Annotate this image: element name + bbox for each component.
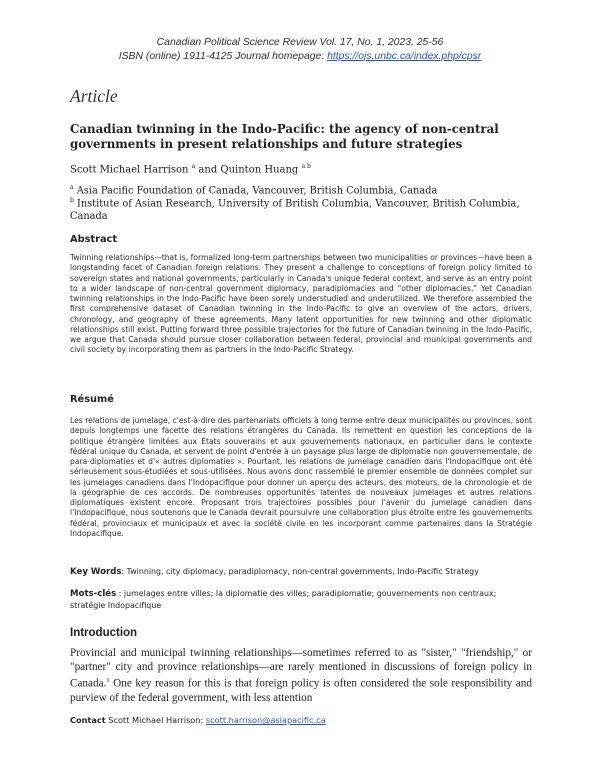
affiliation-sup: b (70, 197, 74, 204)
journal-header (0, 36, 600, 63)
affiliation-text: Institute of Asian Research, University of British Columbia, Vancouver, British Columbia, Canada (70, 198, 520, 223)
keywords-label: Key Words (70, 567, 122, 577)
resume-text: Les relations de jumelage, c'est-à-dire des partenariats officiels à long terme entre deux municipalités ou provinces, sont depuis longtemps une facette des relations étrangères du Canada. Ils remettent en question les conceptions de la politique étrangère limitées aux États souverains et aux gouvernements nationaux, en particulier dans le contexte fédéral unique du Canada, et servent de point d'entrée à un paysage plus large de diplomatie non gouvernementale, de para-diplomaties et d'« autres diplomaties ». Pourtant, les relations de jumelage canadien dans l'Indopacifique ont été sérieusement sous-étudiées et sous-utilisées. Nous avons donc rassemblé le premier ensemble de données complet sur les jumelages canadiens dans l'Indopacifique pour donner un aperçu des acteurs, des moteurs, de la chronologie et de la géographie de ces accords. De nombreuses opportunités latentes de nouveaux jumelages et autres relations diplomatiques existent encore. Proposant trois trajectoires possibles pour l'avenir du jumelage canadien dans l'Indopacifique, nous soutenons que le Canada devrait poursuivre une collaboration plus étroite entre les gouvernements fédéral, provinciaux et municipaux et avec la société civile en les incorporant comme partenaires dans la Stratégie Indopacifique. (70, 416, 532, 538)
abstract-text: Twinning relationships—that is, formalized long-term partnerships between two municipalities or provinces—have been a longstanding facet of Canadian foreign relations. They present a challenge to conceptions of foreign policy limited to sovereign states and national governments, particularly in Canada's unique federal context, and serve as an entry point to a wider landscape of non-central government diplomacy, paradiplomacies and "other diplomacies." Yet Canadian twinning relationships in the Indo-Pacific have been sorely understudied and underutilized. We therefore assembled the first comprehensive dataset of Canadian twinning in the Indo-Pacific to give an overview of the actors, drivers, chronology, and geography of these agreements. Many latent opportunities for new twinning and other diplomatic relationships still exist. Putting forward three possible trajectories for the future of Canadian twinning in the Indo-Pacific, we argue that Canada should pursue closer collaboration between federal, provincial and municipal governments and civil society by incorporating them as partners in the Indo-Pacific Strategy. (70, 253, 532, 355)
intro-paragraph: Provincial and municipal twinning relationships—sometimes referred to as "sister," "friendship," or "partner" city and province relationships—are rarely mentioned in discussions of foreign policy in Canada. (70, 647, 532, 691)
author-name: Scott Michael Harrison (70, 164, 189, 176)
contact-line (70, 715, 326, 725)
mots-cles-text: : jumelages entre villes; la diplomatie des villes; paradiplomatie; gouvernements non centraux; stratégie Indopacifique (70, 589, 497, 610)
affiliation-sup: a (70, 184, 74, 191)
author-affil-sup: a b (301, 163, 311, 170)
introduction-heading: Introduction (70, 627, 138, 639)
contact-label: Contact (70, 715, 106, 725)
journal-citation: Canadian Political Science Review Vol. 17, No. 1, 2023, 25-56 (156, 37, 444, 48)
affiliation-text: Asia Pacific Foundation of Canada, Vancouver, British Columbia, Canada (76, 185, 438, 197)
resume-heading: Résumé (70, 394, 114, 405)
journal-homepage-link[interactable]: https://ojs.unbc.ca/index.php/cpsr (327, 50, 482, 62)
paper-title: Canadian twinning in the Indo-Pacific: the agency of non-central governments in present relationships and future strategies (70, 122, 499, 151)
journal-isbn-line (0, 50, 600, 64)
contact-name: Scott Michael Harrison: (105, 715, 206, 725)
keywords-text: : Twinning, city diplomacy, paradiplomacy, non-central governments, Indo-Pacific Strategy (121, 567, 479, 576)
abstract-heading: Abstract (70, 234, 118, 245)
affiliation (70, 194, 540, 223)
author-affil-sup: a (191, 163, 196, 170)
mots-cles (70, 588, 532, 611)
introduction-text (70, 646, 532, 706)
mots-cles-label: Mots-clés (70, 589, 117, 599)
intro-paragraph-cont: One key reason for this is that foreign policy is often considered the sole responsibility and purview of the federal government, with less attention (70, 678, 532, 705)
author-name: Quinton Huang (220, 164, 299, 176)
contact-email-link[interactable]: scott.harrison@asiapacific.ca (205, 715, 326, 725)
article-type-label: Article (70, 86, 118, 106)
footnote-marker[interactable]: 1 (106, 677, 110, 685)
journal-isbn: ISBN (online) 1911-4125 Journal homepage: (118, 50, 328, 62)
author-list (70, 160, 311, 176)
author-conjunction: and (195, 164, 221, 176)
keywords (70, 566, 532, 578)
